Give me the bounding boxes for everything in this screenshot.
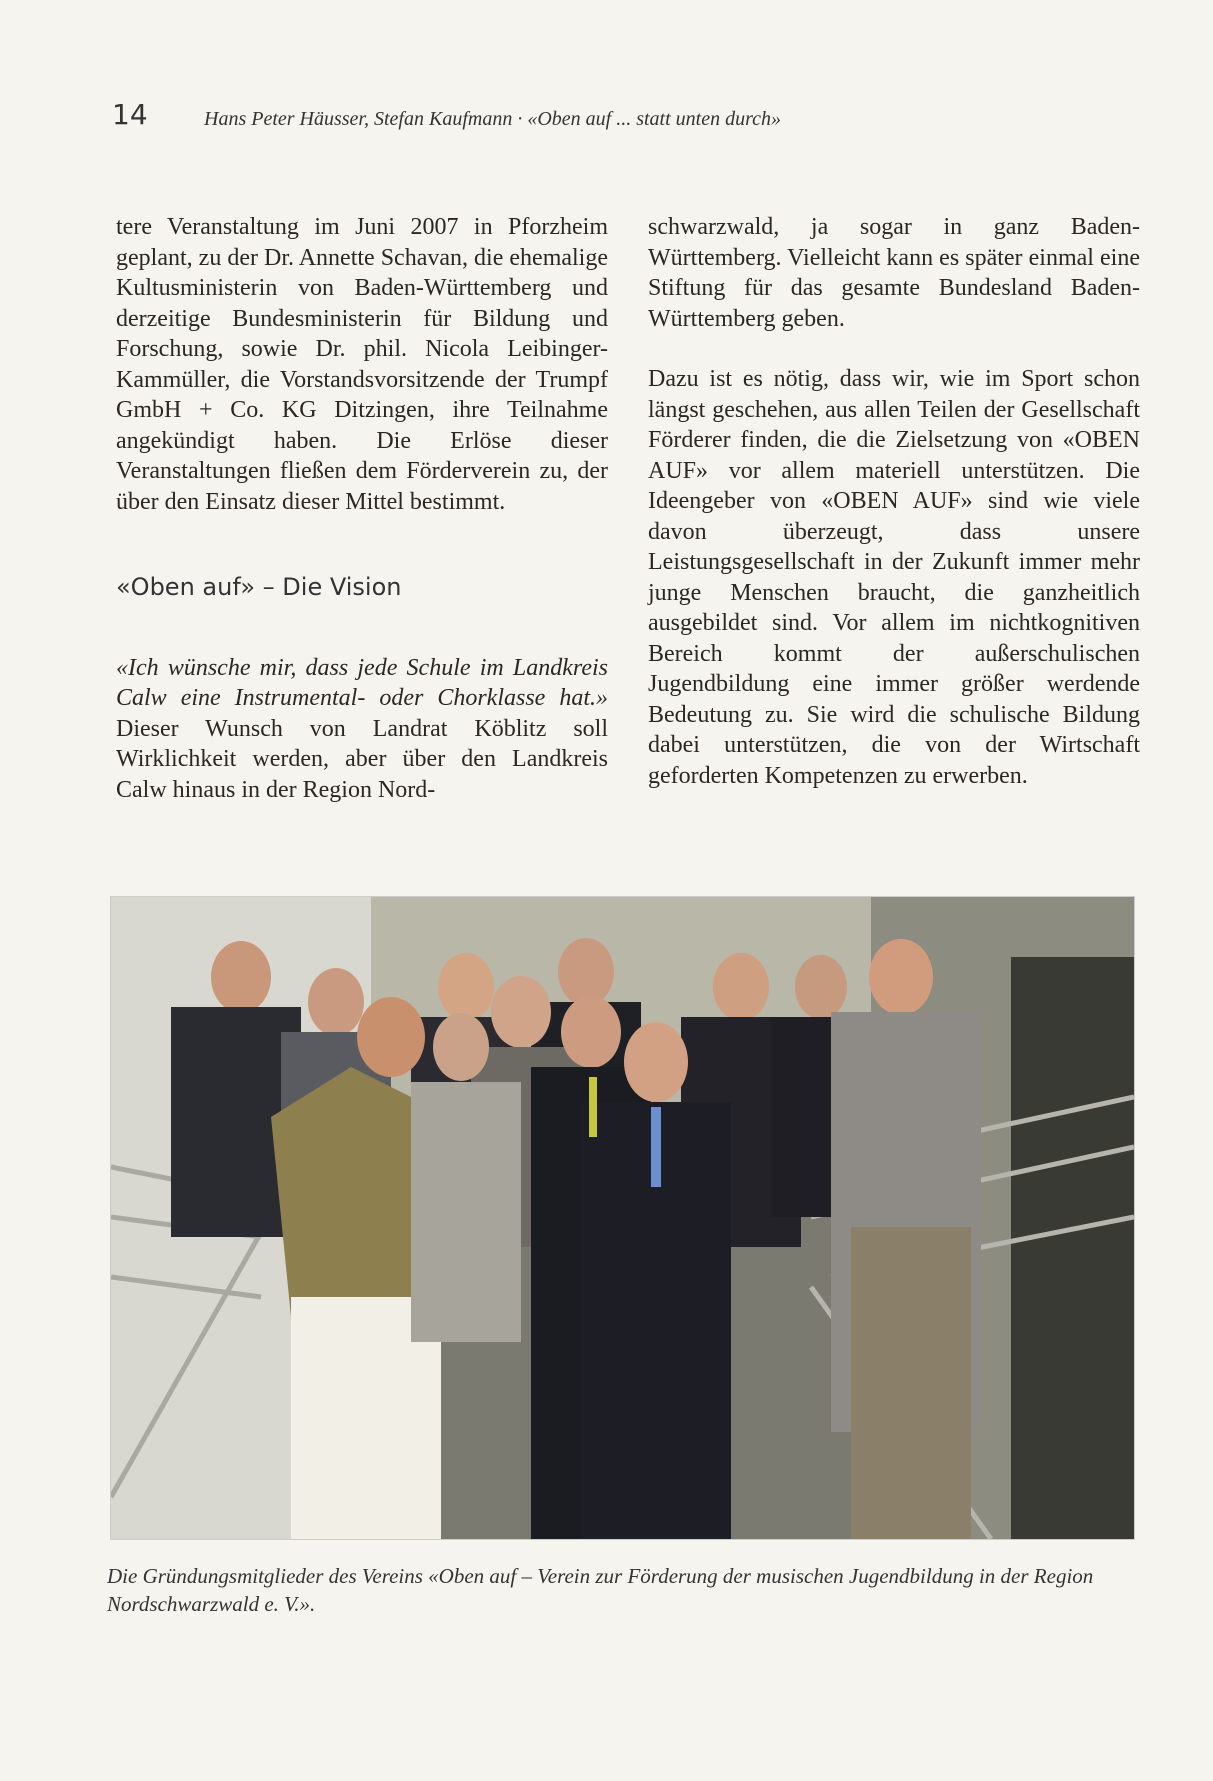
running-head: Hans Peter Häusser, Stefan Kaufmann · «Oben auf ... statt unten durch» [204,108,782,130]
quote-continuation: Dieser Wunsch von Landrat Köblitz soll Wirklichkeit werden, aber über den Landkreis Calw hinaus in der Region Nord- [116,715,608,803]
right-column [648,212,1140,791]
page-header [112,98,1112,138]
left-paragraph-1: tere Veranstaltung im Juni 2007 in Pforzheim geplant, zu der Dr. Annette Schavan, die ehemalige Kultusministerin von Baden-Württemberg und derzeitige Bundesministerin für Bildung und Forschung, sowie Dr. phil. Nicola Leibinger-Kammüller, die Vorstandsvorsitzende der Trumpf GmbH + Co. KG Ditzingen, ihre Teilnahme angekündigt haben. Die Erlöse dieser Veranstaltungen fließen dem Förderverein zu, der über den Einsatz dieser Mittel bestimmt. [116,214,608,515]
group-photo [110,896,1135,1540]
left-column [116,212,608,805]
page-number: 14 [112,98,148,131]
section-subheading: «Oben auf» – Die Vision [116,573,402,601]
left-paragraph-quote [116,653,608,806]
right-paragraph-1: schwarzwald, ja sogar in ganz Baden-Württemberg. Vielleicht kann es später einmal eine Stiftung für das gesamte Bundesland Baden-Württemberg geben. [648,214,1140,332]
quote-italic: «Ich wünsche mir, dass jede Schule im Landkreis Calw eine Instrumental- oder Chorklasse hat.» [116,654,608,711]
group-photo-illustration [111,897,1134,1539]
photo-caption: Die Gründungsmitglieder des Vereins «Oben auf – Verein zur Förderung der musischen Jugendbildung in der Region Nordschwarzwald e. V.». [107,1564,1094,1616]
right-paragraph-2: Dazu ist es nötig, dass wir, wie im Sport schon längst geschehen, aus allen Teilen der Gesellschaft Förderer finden, die die Zielsetzung von «OBEN AUF» vor allem materiell unterstützen. Die Ideengeber von «OBEN AUF» sind wie viele davon überzeugt, dass unsere Leistungsgesellschaft in der Zukunft immer mehr junge Menschen braucht, die ganzheitlich ausgebildet sind. Vor allem im nichtkognitiven Bereich kommt der außerschulischen Jugendbildung eine immer größer werdende Bedeutung zu. Sie wird die schulische Bildung dabei unterstützen, die von der Wirtschaft geforderten Kompetenzen zu erwerben. [648,366,1140,789]
